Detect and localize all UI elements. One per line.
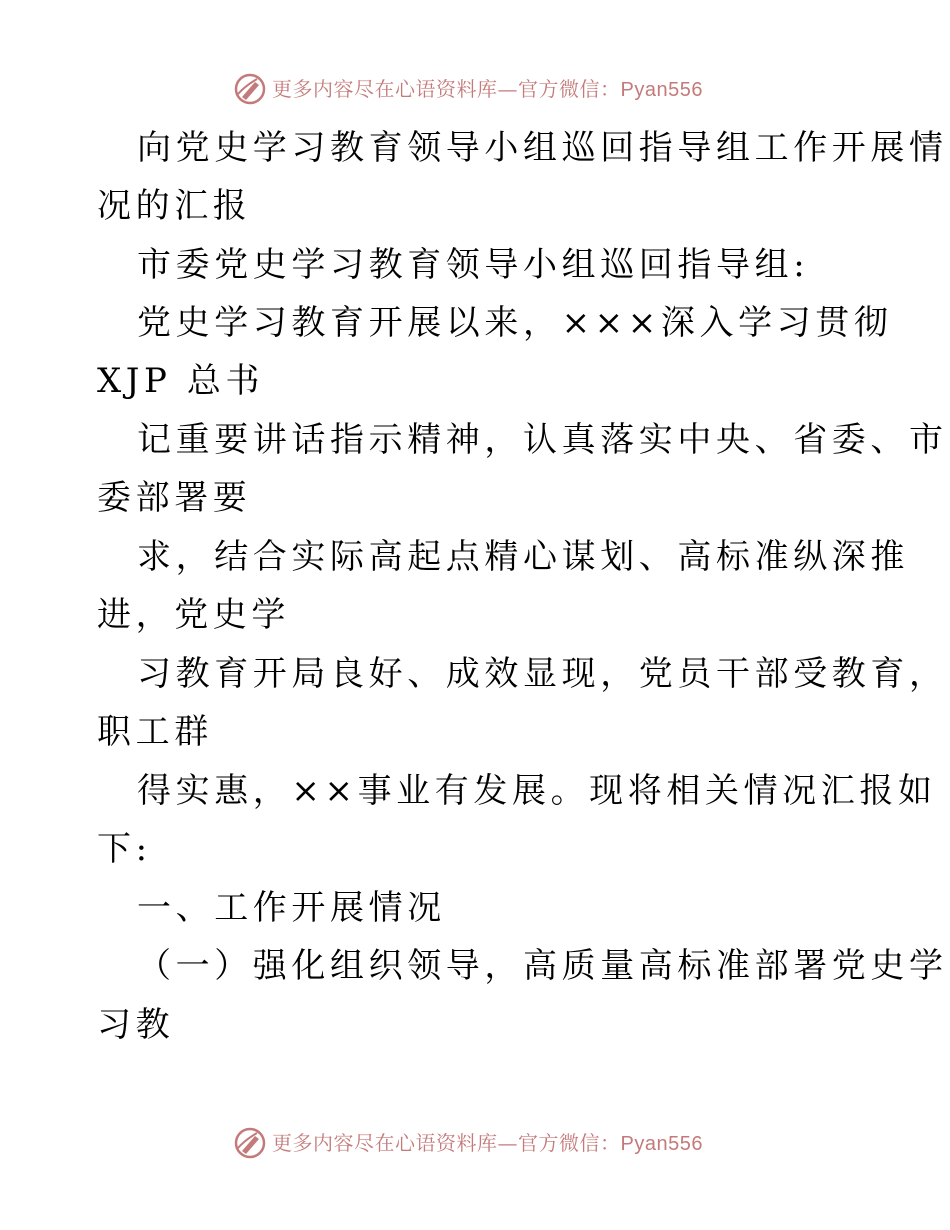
watermark-text: 更多内容尽在心语资料库—官方微信：Pyan556: [272, 77, 703, 101]
doc-line-13: 下:: [97, 829, 152, 869]
watermark-id: Pyan556: [620, 1133, 703, 1155]
doc-line-16: 习教: [97, 1005, 175, 1045]
watermark-id: Pyan556: [620, 79, 703, 101]
pen-logo-icon: [233, 1126, 267, 1160]
doc-line-7: 委部署要: [97, 478, 252, 518]
doc-line-8: 求，结合实际高起点精心谋划、高标准纵深推: [137, 537, 909, 577]
doc-line-11: 职工群: [97, 712, 213, 752]
doc-line-5: XJP 总书: [97, 361, 265, 401]
section-heading: 一、工作开展情况: [137, 888, 446, 928]
doc-line-6: 记重要讲话指示精神，认真落实中央、省委、市: [137, 420, 948, 460]
doc-line-15: （一）强化组织领导，高质量高标准部署党史学: [137, 946, 948, 986]
doc-line-10: 习教育开局良好、成效显现，党员干部受教育，: [137, 654, 948, 694]
watermark-text: 更多内容尽在心语资料库—官方微信：Pyan556: [272, 1131, 703, 1155]
doc-line-1: 向党史学习教育领导小组巡回指导组工作开展情: [137, 128, 948, 168]
doc-line-2: 况的汇报: [97, 186, 252, 226]
doc-line-4: 党史学习教育开展以来，×××深入学习贯彻: [137, 303, 893, 343]
doc-line-3: 市委党史学习教育领导小组巡回指导组:: [137, 245, 810, 285]
doc-line-12: 得实惠，××事业有发展。现将相关情况汇报如: [137, 771, 937, 811]
pen-logo-icon: [233, 72, 267, 106]
footer-watermark: [0, 1122, 950, 1162]
header-watermark: [0, 68, 950, 108]
doc-line-9: 进，党史学: [97, 595, 290, 635]
